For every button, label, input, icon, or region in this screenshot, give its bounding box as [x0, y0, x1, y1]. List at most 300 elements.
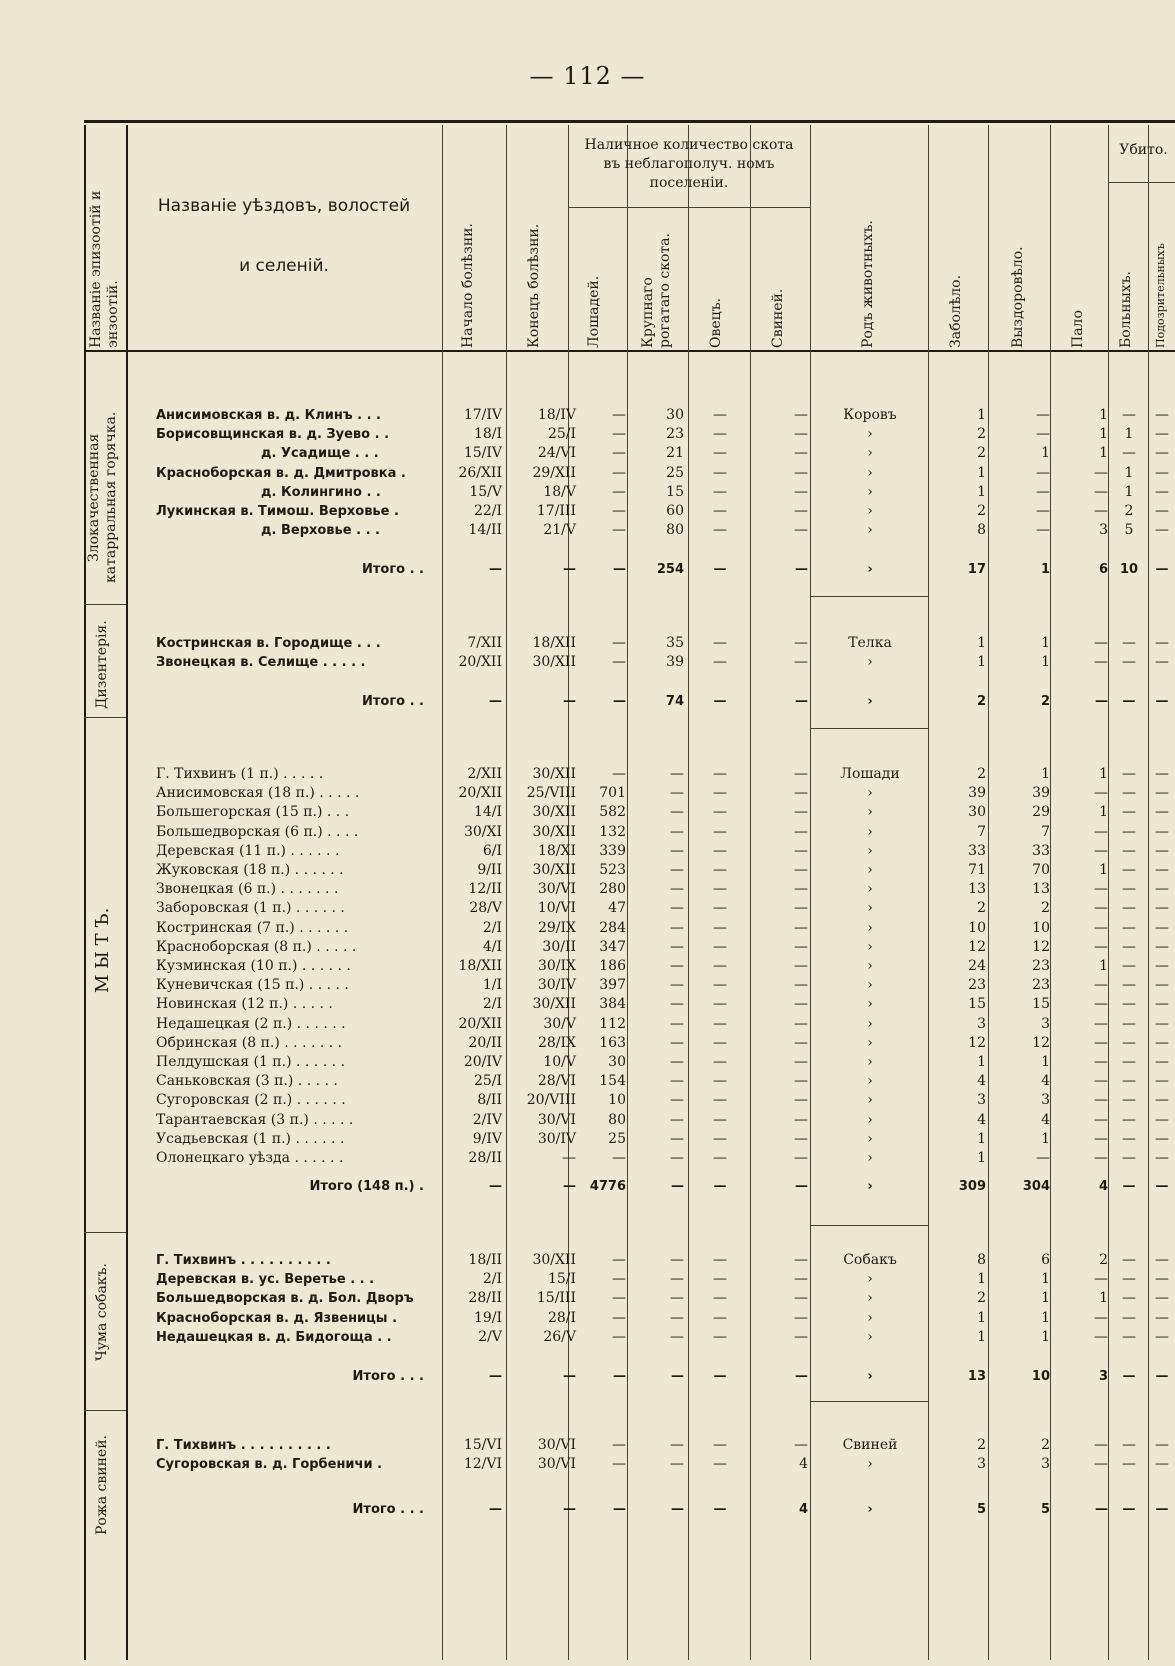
cell-ill: 7	[977, 823, 986, 840]
cell-recovered: 3	[1041, 1456, 1050, 1473]
total-died: —	[1095, 1502, 1108, 1517]
cell-pigs: —	[794, 635, 808, 651]
cell-kind: ›	[867, 1111, 873, 1128]
table-row	[0, 899, 1175, 918]
cell-ksu: —	[1155, 1328, 1169, 1345]
table-row	[0, 1251, 1175, 1270]
cell-ill: 1	[977, 407, 986, 423]
cell-horses: 701	[599, 785, 626, 802]
cell-died: —	[1094, 464, 1108, 481]
total-name: Итого . .	[362, 562, 424, 577]
cell-start: 22/I	[473, 503, 502, 519]
cell-start: 20/XII	[458, 1015, 502, 1032]
cell-ks: —	[1122, 785, 1136, 802]
cell-sheep: —	[713, 862, 727, 878]
table-row	[0, 1072, 1175, 1091]
cell-ksu: —	[1155, 503, 1169, 519]
cell-cattle: —	[670, 1309, 684, 1326]
cell-end: 29/XII	[532, 464, 576, 481]
table-row	[0, 502, 1175, 521]
cell-recovered: 23	[1032, 977, 1050, 994]
cell-pigs: —	[794, 1437, 808, 1453]
cell-end: 30/XII	[532, 1252, 576, 1268]
cell-ill: 8	[977, 522, 986, 539]
cell-sheep: —	[713, 1150, 727, 1166]
cell-ill: 1	[977, 654, 986, 671]
total-kind: ›	[867, 694, 873, 709]
cell-ks: —	[1122, 1034, 1136, 1051]
cell-cattle: —	[670, 1073, 684, 1090]
cell-died: —	[1094, 635, 1108, 651]
cell-sheep: —	[713, 1130, 727, 1147]
cell-ill: 2	[977, 503, 986, 519]
cell-horses: —	[612, 483, 626, 500]
section-label-dysentery: Дизентерія.	[94, 620, 110, 710]
cell-died: —	[1094, 1015, 1108, 1032]
cell-ks: —	[1122, 1092, 1136, 1109]
cell-ill: 24	[968, 958, 986, 974]
cell-ksu: —	[1155, 1271, 1169, 1288]
cell-ksu: —	[1155, 977, 1169, 994]
header-killed: Убито.	[1119, 142, 1168, 158]
cell-recovered: —	[1036, 1150, 1050, 1166]
cell-recovered: —	[1036, 426, 1050, 443]
total-cattle: —	[671, 1502, 684, 1517]
cell-died: 1	[1099, 1290, 1108, 1307]
cell-kind: ›	[867, 503, 873, 519]
header-killed-suspect: Подозрительныхъ	[1154, 243, 1167, 348]
cell-died: 2	[1099, 1252, 1108, 1268]
cell-horses: —	[612, 407, 626, 423]
cell-recovered: 1	[1041, 654, 1050, 671]
cell-end: 30/XII	[532, 996, 576, 1013]
cell-start: 20/II	[468, 1034, 502, 1051]
section-divider	[84, 1410, 126, 1411]
cell-pigs: —	[794, 1130, 808, 1147]
cell-cattle: —	[670, 1150, 684, 1166]
cell-sheep: —	[713, 464, 727, 481]
total-ksu: —	[1155, 1179, 1169, 1194]
cell-cattle: —	[670, 958, 684, 974]
cell-end: 30/VI	[537, 881, 576, 898]
total-pigs: —	[795, 1179, 808, 1194]
cell-cattle: —	[670, 919, 684, 936]
cell-sheep: —	[713, 1034, 727, 1051]
cell-cattle: —	[670, 862, 684, 878]
cell-horses: —	[612, 1456, 626, 1473]
cell-horses: 47	[608, 900, 626, 917]
cell-name: Куневичская (15 п.) . . . . .	[156, 977, 349, 994]
cell-ksu: —	[1155, 1150, 1169, 1166]
cell-start: 15/IV	[463, 445, 502, 462]
total-kind: ›	[867, 1369, 873, 1384]
cell-recovered: 2	[1041, 900, 1050, 917]
table-row	[0, 919, 1175, 938]
cell-sheep: —	[713, 1054, 727, 1070]
cell-horses: —	[612, 654, 626, 671]
table-row	[0, 1130, 1175, 1149]
table-row	[0, 1149, 1175, 1168]
cell-recovered: 2	[1041, 1437, 1050, 1453]
cell-ks: —	[1122, 635, 1136, 651]
cell-sheep: —	[713, 1437, 727, 1453]
cell-end: 30/VI	[537, 1456, 576, 1473]
cell-ks: —	[1122, 766, 1136, 782]
cell-recovered: 23	[1032, 958, 1050, 974]
table-row	[0, 1328, 1175, 1347]
cell-cattle: —	[670, 938, 684, 955]
cell-name: Обринская (8 п.) . . . . . . .	[156, 1034, 343, 1051]
cell-recovered: 1	[1041, 1328, 1050, 1345]
cell-end: 25/VIII	[526, 785, 576, 802]
table-row	[0, 803, 1175, 822]
cell-kind: ›	[867, 804, 873, 821]
cell-name: Пелдушская (1 п.) . . . . . .	[156, 1054, 345, 1070]
cell-ks: —	[1122, 881, 1136, 898]
cell-died: —	[1094, 938, 1108, 955]
cell-cattle: —	[670, 1456, 684, 1473]
cell-pigs: —	[794, 785, 808, 802]
cell-start: 2/I	[482, 1271, 502, 1288]
cell-ks: —	[1122, 958, 1136, 974]
cell-died: —	[1094, 1092, 1108, 1109]
table-row	[0, 976, 1175, 995]
cell-died: —	[1094, 1054, 1108, 1070]
cell-horses: 112	[599, 1015, 626, 1032]
cell-died: —	[1094, 1150, 1108, 1166]
cell-sheep: —	[713, 785, 727, 802]
cell-kind: ›	[867, 445, 873, 462]
cell-died: —	[1094, 1328, 1108, 1345]
cell-ill: 1	[977, 1054, 986, 1070]
cell-pigs: —	[794, 1252, 808, 1268]
header-sheep: Овецъ.	[708, 297, 724, 348]
cell-start: 14/I	[473, 804, 502, 821]
total-ks: —	[1122, 1179, 1136, 1194]
cell-horses: 523	[599, 862, 626, 878]
total-horses: —	[613, 1369, 626, 1384]
total-start: —	[489, 1369, 502, 1384]
table-row	[0, 995, 1175, 1014]
cell-ks: —	[1122, 1456, 1136, 1473]
cell-died: —	[1094, 1271, 1108, 1288]
cell-died: —	[1094, 842, 1108, 859]
cell-horses: —	[612, 1328, 626, 1345]
cell-ill: 30	[968, 804, 986, 821]
cell-ksu: —	[1155, 1054, 1169, 1070]
table-row	[0, 1309, 1175, 1328]
cell-sheep: —	[713, 804, 727, 821]
table-row	[0, 957, 1175, 976]
cell-ksu: —	[1155, 996, 1169, 1013]
cell-ill: 13	[968, 881, 986, 898]
table-row	[0, 1455, 1175, 1474]
cell-pigs: —	[794, 483, 808, 500]
cell-ill: 2	[977, 1437, 986, 1453]
total-ks: 10	[1119, 562, 1139, 577]
cell-sheep: —	[713, 766, 727, 782]
cell-ill: 10	[968, 919, 986, 936]
table-row	[0, 1091, 1175, 1110]
cell-kind: ›	[867, 1130, 873, 1147]
table-row	[0, 823, 1175, 842]
cell-pigs: —	[794, 919, 808, 936]
cell-kind: ›	[867, 1150, 873, 1166]
cell-sheep: —	[713, 445, 727, 462]
cell-start: 8/II	[477, 1092, 502, 1109]
total-ksu: —	[1155, 562, 1169, 577]
cell-horses: —	[612, 445, 626, 462]
cell-sheep: —	[713, 938, 727, 955]
cell-ksu: —	[1155, 919, 1169, 936]
cell-died: —	[1094, 1130, 1108, 1147]
cell-ksu: —	[1155, 1015, 1169, 1032]
cell-ill: 8	[977, 1252, 986, 1268]
cell-pigs: —	[794, 958, 808, 974]
cell-kind: Свиней	[842, 1437, 898, 1453]
cell-sheep: —	[713, 1111, 727, 1128]
cell-kind: ›	[867, 958, 873, 974]
cell-ks: —	[1122, 445, 1136, 462]
cell-kind: ›	[867, 842, 873, 859]
cell-ks: —	[1122, 977, 1136, 994]
total-ill: 17	[967, 562, 986, 577]
total-row	[0, 1500, 1175, 1519]
cell-ks: 1	[1124, 426, 1134, 443]
cell-ks: —	[1122, 1328, 1136, 1345]
cell-ksu: —	[1155, 785, 1169, 802]
cell-end: —	[562, 1150, 576, 1166]
cell-cattle: 35	[666, 635, 684, 651]
cell-sheep: —	[713, 503, 727, 519]
cell-ill: 39	[968, 785, 986, 802]
cell-ksu: —	[1155, 1034, 1169, 1051]
cell-end: 15/I	[547, 1271, 576, 1288]
cell-pigs: —	[794, 977, 808, 994]
cell-ksu: —	[1155, 654, 1169, 671]
total-ill: 13	[967, 1369, 986, 1384]
cell-name: Костринская (7 п.) . . . . . .	[156, 919, 349, 936]
cell-start: 7/XII	[467, 635, 502, 651]
cell-sheep: —	[713, 1290, 727, 1307]
total-row	[0, 1367, 1175, 1386]
cell-kind: ›	[867, 1073, 873, 1090]
cell-name: Анисимовская в. д. Клинъ . . .	[156, 408, 381, 423]
kind-divider	[810, 596, 928, 597]
cell-name: Кузминская (10 п.) . . . . . .	[156, 958, 351, 974]
cell-ksu: —	[1155, 766, 1169, 782]
cell-recovered: 12	[1032, 1034, 1050, 1051]
cell-end: 30/XII	[532, 862, 576, 878]
cell-ks: —	[1122, 1309, 1136, 1326]
cell-ill: 1	[977, 635, 986, 651]
cell-end: 30/XII	[532, 766, 576, 782]
cell-cattle: 60	[666, 503, 684, 519]
section-label-swine-erysipelas: Рожа свиней.	[94, 1435, 110, 1535]
cell-sheep: —	[713, 522, 727, 539]
cell-ksu: —	[1155, 464, 1169, 481]
cell-end: 28/IX	[537, 1034, 576, 1051]
cell-name: Красноборская (8 п.) . . . . .	[156, 938, 357, 955]
cell-ks: —	[1122, 1437, 1136, 1453]
cell-ks: —	[1122, 654, 1136, 671]
cell-ksu: —	[1155, 1290, 1169, 1307]
cell-died: —	[1094, 1111, 1108, 1128]
cell-kind: ›	[867, 862, 873, 878]
total-name: Итого . . .	[352, 1502, 424, 1517]
cell-ksu: —	[1155, 938, 1169, 955]
cell-ill: 12	[968, 938, 986, 955]
cell-pigs: —	[794, 1111, 808, 1128]
table-row	[0, 938, 1175, 957]
cell-cattle: —	[670, 785, 684, 802]
cell-start: 1/I	[482, 977, 502, 994]
header-pigs: Свиней.	[770, 288, 786, 348]
cell-name: Деревская (11 п.) . . . . . .	[156, 842, 340, 859]
cell-ks: —	[1122, 823, 1136, 840]
cell-horses: 397	[599, 977, 626, 994]
cell-sheep: —	[713, 654, 727, 671]
cell-name: Недашецкая в. д. Бидогоща . .	[156, 1329, 392, 1345]
cell-recovered: 3	[1041, 1015, 1050, 1032]
total-ks: —	[1122, 1502, 1136, 1517]
cell-ks: —	[1122, 938, 1136, 955]
cell-horses: —	[612, 503, 626, 519]
cell-name: Лукинская в. Тимош. Верховье .	[156, 504, 399, 519]
cell-horses: 25	[608, 1130, 626, 1147]
cell-recovered: —	[1036, 407, 1050, 423]
total-cattle: —	[671, 1179, 684, 1194]
cell-name: Красноборская в. д. Дмитровка .	[156, 465, 406, 481]
cell-horses: —	[612, 1271, 626, 1288]
cell-ks: 1	[1124, 464, 1134, 481]
section-divider	[84, 604, 126, 605]
cell-recovered: 12	[1032, 938, 1050, 955]
cell-recovered: 4	[1041, 1111, 1050, 1128]
cell-end: 18/XI	[537, 842, 576, 859]
cell-name: Олонецкаго уѣзда . . . . . .	[156, 1150, 344, 1166]
cell-ksu: —	[1155, 881, 1169, 898]
total-recovered: 1	[1040, 562, 1050, 577]
cell-horses: 284	[599, 919, 626, 936]
cell-cattle: 39	[666, 654, 684, 671]
header-end: Конецъ болѣзни.	[526, 223, 542, 348]
cell-sheep: —	[713, 842, 727, 859]
total-sheep: —	[713, 1369, 727, 1384]
cell-kind: ›	[867, 785, 873, 802]
cell-died: 1	[1099, 445, 1108, 462]
cell-sheep: —	[713, 1328, 727, 1345]
cell-ill: 3	[977, 1092, 986, 1109]
cell-ksu: —	[1155, 445, 1169, 462]
total-sheep: —	[713, 1502, 727, 1517]
cell-end: 18/IV	[537, 407, 576, 423]
cell-ks: —	[1122, 996, 1136, 1013]
cell-name: Борисовщинская в. д. Зуево . .	[156, 427, 390, 443]
cell-start: 9/II	[477, 862, 502, 878]
cell-ill: 2	[977, 1290, 986, 1307]
section-label-dog-distemper: Чума собакъ.	[94, 1263, 110, 1361]
cell-recovered: 29	[1032, 804, 1050, 821]
cell-start: 14/II	[468, 522, 502, 539]
table-row	[0, 483, 1175, 502]
cell-pigs: —	[794, 1015, 808, 1032]
cell-ksu: —	[1155, 862, 1169, 878]
cell-pigs: —	[794, 407, 808, 423]
cell-end: 30/XII	[532, 823, 576, 840]
cell-ks: 5	[1124, 522, 1134, 539]
cell-sheep: —	[713, 919, 727, 936]
cell-kind: ›	[867, 1328, 873, 1345]
cell-died: —	[1094, 483, 1108, 500]
cell-died: —	[1094, 1073, 1108, 1090]
cell-kind: ›	[867, 900, 873, 917]
cell-start: 17/IV	[463, 407, 502, 423]
cell-pigs: —	[794, 1309, 808, 1326]
cell-sheep: —	[713, 1073, 727, 1090]
cell-start: 12/II	[468, 881, 502, 898]
cell-cattle: —	[670, 1015, 684, 1032]
cell-name: д. Колингино . .	[261, 484, 381, 500]
cell-kind: ›	[867, 823, 873, 840]
cell-died: —	[1094, 919, 1108, 936]
cell-kind: ›	[867, 919, 873, 936]
cell-recovered: 1	[1041, 445, 1050, 462]
table-row	[0, 1053, 1175, 1072]
killed-subheader-line	[1108, 182, 1175, 183]
total-start: —	[489, 1179, 502, 1194]
cell-start: 30/XI	[463, 823, 502, 840]
cell-ksu: —	[1155, 823, 1169, 840]
cell-ill: 1	[977, 464, 986, 481]
cell-horses: 132	[599, 823, 626, 840]
table-row	[0, 425, 1175, 444]
cell-died: —	[1094, 881, 1108, 898]
cell-ill: 3	[977, 1015, 986, 1032]
cell-recovered: 1	[1041, 635, 1050, 651]
cell-start: 15/VI	[463, 1437, 502, 1453]
cell-ill: 1	[977, 1309, 986, 1326]
cell-ks: —	[1122, 1271, 1136, 1288]
header-fell-ill: Заболѣло.	[948, 274, 964, 348]
cell-horses: 163	[599, 1034, 626, 1051]
cell-name: Костринская в. Городище . . .	[156, 636, 381, 651]
cell-died: —	[1094, 1456, 1108, 1473]
cell-horses: 154	[599, 1073, 626, 1090]
cell-ill: 12	[968, 1034, 986, 1051]
total-recovered: 304	[1022, 1179, 1050, 1194]
cell-recovered: —	[1036, 522, 1050, 539]
table-row	[0, 765, 1175, 784]
total-died: 3	[1098, 1369, 1108, 1384]
total-end: —	[563, 1502, 576, 1517]
cell-end: 25/I	[547, 426, 576, 443]
cell-name: Звонецкая (6 п.) . . . . . . .	[156, 881, 339, 898]
cell-sheep: —	[713, 1456, 727, 1473]
total-kind: ›	[867, 562, 873, 577]
cell-ks: —	[1122, 1150, 1136, 1166]
cell-pigs: —	[794, 996, 808, 1013]
header-horses: Лошадей.	[586, 275, 602, 348]
cell-ill: 4	[977, 1111, 986, 1128]
cell-start: 2/XII	[467, 766, 502, 782]
cell-cattle: —	[670, 977, 684, 994]
cell-ksu: —	[1155, 1073, 1169, 1090]
cell-horses: 582	[599, 804, 626, 821]
cell-cattle: —	[670, 1111, 684, 1128]
cell-horses: —	[612, 522, 626, 539]
cell-ks: —	[1122, 1015, 1136, 1032]
